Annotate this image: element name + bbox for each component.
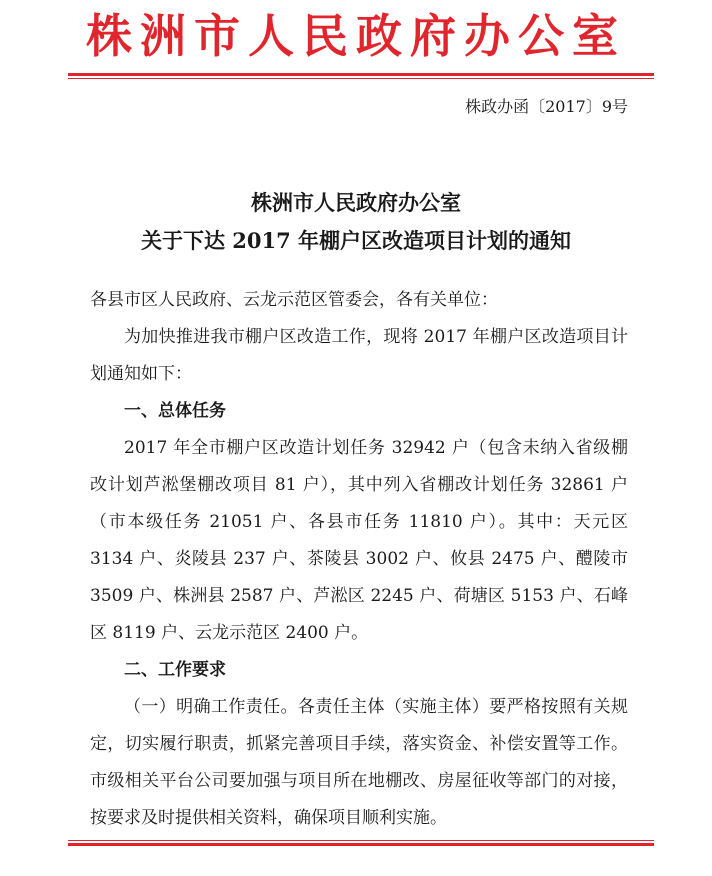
document-body [90, 282, 628, 837]
section-2-item-1-paragraph: （一）明确工作责任。各责任主体（实施主体）要严格按照有关规定，切实履行职责，抓紧完善项目手续，落实资金、补偿安置等工作。市级相关平台公司要加强与项目所在地棚改、房屋征收等部门的对接，按要求及时提供相关资料，确保项目顺利实施。 [90, 697, 628, 828]
intro-paragraph: 为加快推进我市棚户区改造工作，现将 2017 年棚户区改造项目计划通知如下： [90, 327, 628, 384]
salutation: 各县市区人民政府、云龙示范区管委会，各有关单位： [90, 290, 498, 310]
footer-red-rule-thick [68, 843, 654, 846]
section-2-heading: 二、工作要求 [124, 660, 226, 680]
footer-red-rule-thin [68, 840, 654, 841]
header-red-rule-thick [68, 73, 654, 76]
title-line-2: 关于下达 2017 年棚户区改造项目计划的通知 [140, 228, 572, 253]
section-1-paragraph: 2017 年全市棚户区改造计划任务 32942 户（包含未纳入省级棚改计划芦淞堡棚改项目 81 户），其中列入省棚改计划任务 32861 户（市本级任务 21051 户、各县市任务 11810 户）。其中：天元区 3134 户、炎陵县 237 户、茶陵县 3002 户、攸县 2475 户、醴陵市 3509 户、株洲县 2587 户、芦淞区 2245 户、荷塘区 5153 户、石峰区 8119 户、云龙示范区 2400 户。 [90, 438, 628, 643]
section-1-heading: 一、总体任务 [124, 401, 226, 421]
document-number: 株政办函〔2017〕9号 [465, 97, 628, 116]
title-line-1: 株洲市人民政府办公室 [251, 190, 461, 215]
header-red-rule-thin [68, 78, 654, 79]
masthead-org-name: 株洲市人民政府办公室 [86, 9, 626, 63]
